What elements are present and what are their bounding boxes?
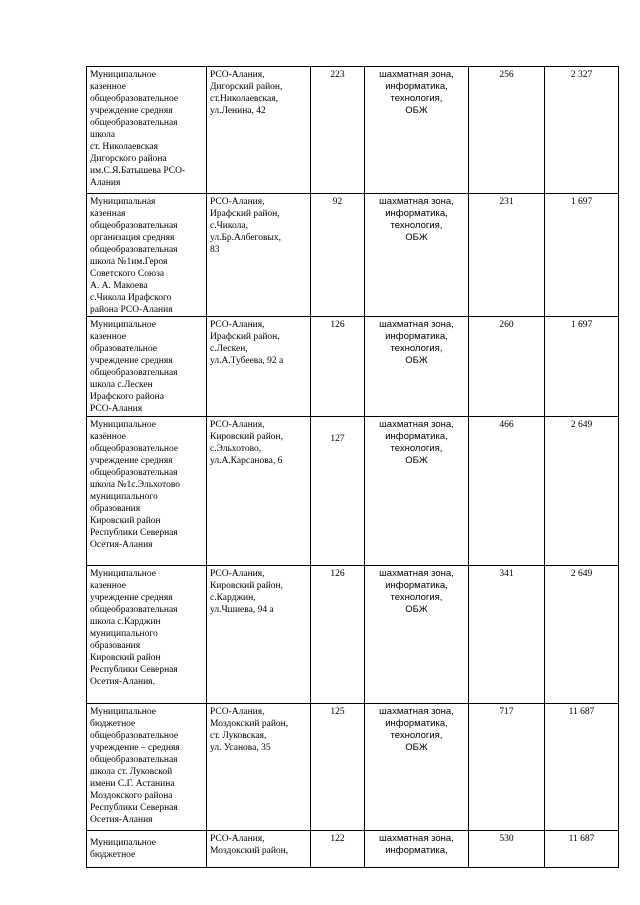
number-cell: 125 [311, 704, 365, 831]
address-cell: РСО-Алания, Дигорский район, ст.Николаевская, ул.Ленина, 42 [207, 67, 311, 194]
org-name-cell: Муниципальное бюджетное [87, 831, 207, 868]
subject-item: информатика, [385, 208, 448, 219]
total-cell: 1 697 [545, 317, 619, 417]
schools-table [86, 66, 619, 868]
subject-item: технология, [390, 443, 443, 454]
org-name-cell: Муниципальное бюджетное общеобразовательное учреждение – средняя общеобразовательная школа ст. Луковской имени С.Г. Астанина Моздокского района Республики Северная Осетия-Алания [87, 704, 207, 831]
table-row [87, 194, 619, 317]
subject-item: технология, [390, 592, 443, 603]
subject-item: информатика, [385, 431, 448, 442]
table-row [87, 566, 619, 704]
table-row [87, 67, 619, 194]
total-cell: 11 687 [545, 831, 619, 868]
subjects-cell [365, 831, 469, 868]
subject-item: информатика, [385, 845, 448, 856]
address-cell: РСО-Алания, Кировский район, с.Эльхотово, ул.А.Карсанова, 6 [207, 417, 311, 566]
subject-item: информатика, [385, 718, 448, 729]
subject-item: ОБЖ [405, 105, 428, 116]
capacity-cell: 466 [469, 417, 545, 566]
capacity-cell: 231 [469, 194, 545, 317]
subject-item: шахматная зона, [379, 568, 454, 579]
address-cell: РСО-Алания, Кировский район, с.Карджин, ул.Чшиева, 94 а [207, 566, 311, 704]
subjects-cell [365, 194, 469, 317]
subject-item: технология, [390, 93, 443, 104]
org-name-cell: Муниципальное казённое общеобразовательное учреждение средняя общеобразовательная школа №1с.Эльхотово муниципального образования Кировский район Республики Северная Осетия-Алания [87, 417, 207, 566]
number-cell: 223 [311, 67, 365, 194]
subject-item: шахматная зона, [379, 706, 454, 717]
subject-item: шахматная зона, [379, 419, 454, 430]
address-cell: РСО-Алания, Ирафский район, с.Чикола, ул.Бр.Албеговых, 83 [207, 194, 311, 317]
capacity-cell: 256 [469, 67, 545, 194]
subject-item: шахматная зона, [379, 319, 454, 330]
address-cell: РСО-Алания, Ирафский район, с.Лескен, ул.А.Тубеева, 92 а [207, 317, 311, 417]
org-name-cell: Муниципальное казенное образовательное учреждение средняя общеобразовательная школа с.Лескен Ирафского района РСО-Алания [87, 317, 207, 417]
subject-item: ОБЖ [405, 355, 428, 366]
number-cell: 122 [311, 831, 365, 868]
total-cell: 2 649 [545, 417, 619, 566]
table-row [87, 417, 619, 566]
number-cell: 126 [311, 566, 365, 704]
number-cell: 126 [311, 317, 365, 417]
org-name-cell: Муниципальная казенная общеобразовательная организация средняя общеобразовательная школа №1им.Героя Советского Союза А. А. Макоева с.Чикола Ирафского района РСО-Алания [87, 194, 207, 317]
number-cell: 92 [311, 194, 365, 317]
total-cell: 2 649 [545, 566, 619, 704]
total-cell: 11 687 [545, 704, 619, 831]
number-cell: 127 [311, 417, 365, 566]
subject-item: информатика, [385, 580, 448, 591]
subject-item: шахматная зона, [379, 69, 454, 80]
subject-item: ОБЖ [405, 742, 428, 753]
subject-item: шахматная зона, [379, 833, 454, 844]
table-row [87, 704, 619, 831]
subject-item: ОБЖ [405, 232, 428, 243]
org-name-cell: Муниципальное казенное общеобразовательное учреждение средняя общеобразовательная школа ст. Николаевская Дигорского района им.С.Я.Батышева РСО- Алания [87, 67, 207, 194]
capacity-cell: 530 [469, 831, 545, 868]
subject-item: технология, [390, 730, 443, 741]
table-row [87, 317, 619, 417]
total-cell: 1 697 [545, 194, 619, 317]
schools-table-body [87, 67, 619, 868]
subject-item: информатика, [385, 81, 448, 92]
subjects-cell [365, 317, 469, 417]
capacity-cell: 260 [469, 317, 545, 417]
address-cell: РСО-Алания, Моздокский район, [207, 831, 311, 868]
subject-item: шахматная зона, [379, 196, 454, 207]
capacity-cell: 717 [469, 704, 545, 831]
table-row [87, 831, 619, 868]
subject-item: ОБЖ [405, 604, 428, 615]
subjects-cell [365, 67, 469, 194]
subjects-cell [365, 566, 469, 704]
org-name-cell: Муниципальное казенное учреждение средняя общеобразовательная школа с.Карджин муниципального образования Кировский район Республики Северная Осетия-Алания. [87, 566, 207, 704]
subjects-cell [365, 704, 469, 831]
capacity-cell: 341 [469, 566, 545, 704]
address-cell: РСО-Алания, Моздокский район, ст. Луковская, ул. Усанова, 35 [207, 704, 311, 831]
subject-item: информатика, [385, 331, 448, 342]
subject-item: ОБЖ [405, 455, 428, 466]
total-cell: 2 327 [545, 67, 619, 194]
subject-item: технология, [390, 220, 443, 231]
subject-item: технология, [390, 343, 443, 354]
subjects-cell [365, 417, 469, 566]
